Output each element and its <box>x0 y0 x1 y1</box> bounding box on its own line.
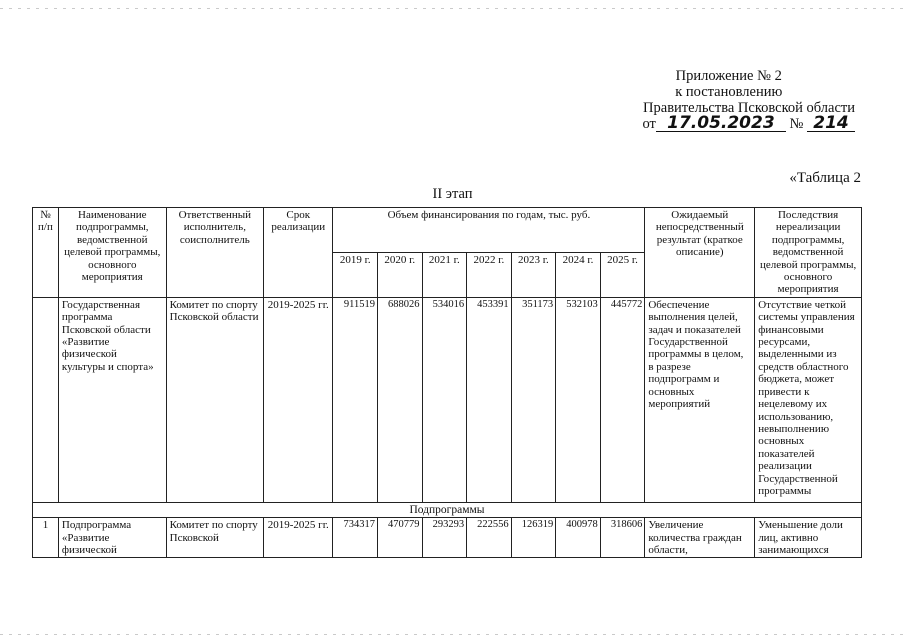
col-header-consequences: Последствия нереализации подпрограммы, ведомственной целевой программы, основного мероприятия <box>755 208 862 298</box>
row-value-2019: 734317 <box>333 518 378 558</box>
row-value-2023: 126319 <box>511 518 556 558</box>
row-value-2021: 293293 <box>422 518 467 558</box>
appendix-line-3: Правительства Псковской области <box>643 100 855 116</box>
row-consequences: Отсутствие четкой системы управления финансовыми ресурсами, выделенными из средств областного бюджета, может привести к нецелевому их использованию, невыполнению основных показателей реализации Государственной программы <box>755 297 862 502</box>
table-title: «Таблица 2 <box>789 170 861 186</box>
row-value-2025: 318606 <box>600 518 645 558</box>
col-header-name: Наименование подпрограммы, ведомственной целевой программы, основного мероприятия <box>58 208 166 298</box>
appendix-line-2: к постановлению <box>675 84 783 100</box>
row-term: 2019-2025 гг. <box>264 518 333 558</box>
table-header-row <box>33 208 862 253</box>
row-consequences: Уменьшение доли лиц, активно занимающихся <box>755 518 862 558</box>
row-value-2020: 470779 <box>378 518 423 558</box>
appendix-date-line <box>642 113 856 133</box>
row-result: Увеличение количества граждан области, <box>645 518 755 558</box>
col-header-term: Срок реализации <box>264 208 333 298</box>
row-executor: Комитет по спорту Псковской области <box>166 297 263 502</box>
col-header-executor: Ответственный исполнитель, соисполнитель <box>166 208 263 298</box>
row-value-2019: 911519 <box>333 297 378 502</box>
year-header: 2024 г. <box>556 252 601 297</box>
col-header-num: № п/п <box>33 208 59 298</box>
year-header: 2020 г. <box>378 252 423 297</box>
row-value-2020: 688026 <box>378 297 423 502</box>
row-name: Подпрограмма «Развитие физической <box>58 518 166 558</box>
row-executor: Комитет по спорту Псковской <box>166 518 263 558</box>
handwritten-number: 214 <box>807 116 855 132</box>
subheading-row <box>33 502 862 517</box>
row-result: Обеспечение выполнения целей, задач и показателей Государственной программы в целом, в разрезе подпрограмм и основных мероприятий <box>645 297 755 502</box>
appendix-line-1: Приложение № 2 <box>675 68 782 84</box>
row-value-2021: 534016 <box>422 297 467 502</box>
row-name: Государственная программа Псковской области «Развитие физической культуры и спорта» <box>58 297 166 502</box>
number-prefix: № <box>789 116 804 132</box>
row-value-2023: 351173 <box>511 297 556 502</box>
financing-table <box>32 207 862 558</box>
handwritten-date: 17.05.2023 <box>656 116 786 132</box>
row-num <box>33 297 59 502</box>
year-header: 2021 г. <box>422 252 467 297</box>
appendix-header <box>643 68 856 132</box>
subprograms-heading: Подпрограммы <box>33 502 862 517</box>
row-num: 1 <box>33 518 59 558</box>
row-term: 2019-2025 гг. <box>264 297 333 502</box>
year-header: 2019 г. <box>333 252 378 297</box>
table-row <box>33 518 862 558</box>
year-header: 2025 г. <box>600 252 645 297</box>
table-row <box>33 297 862 502</box>
row-value-2024: 532103 <box>556 297 601 502</box>
col-header-funding: Объем финансирования по годам, тыс. руб. <box>333 208 645 253</box>
date-prefix: от <box>642 116 656 132</box>
scan-artifact-top <box>0 8 905 9</box>
year-header: 2023 г. <box>511 252 556 297</box>
row-value-2025: 445772 <box>600 297 645 502</box>
scan-artifact-bottom <box>0 634 905 635</box>
row-value-2024: 400978 <box>556 518 601 558</box>
row-value-2022: 222556 <box>467 518 512 558</box>
stage-title: II этап <box>432 186 473 202</box>
year-header: 2022 г. <box>467 252 512 297</box>
row-value-2022: 453391 <box>467 297 512 502</box>
col-header-result: Ожидаемый непосредственный результат (краткое описание) <box>645 208 755 298</box>
